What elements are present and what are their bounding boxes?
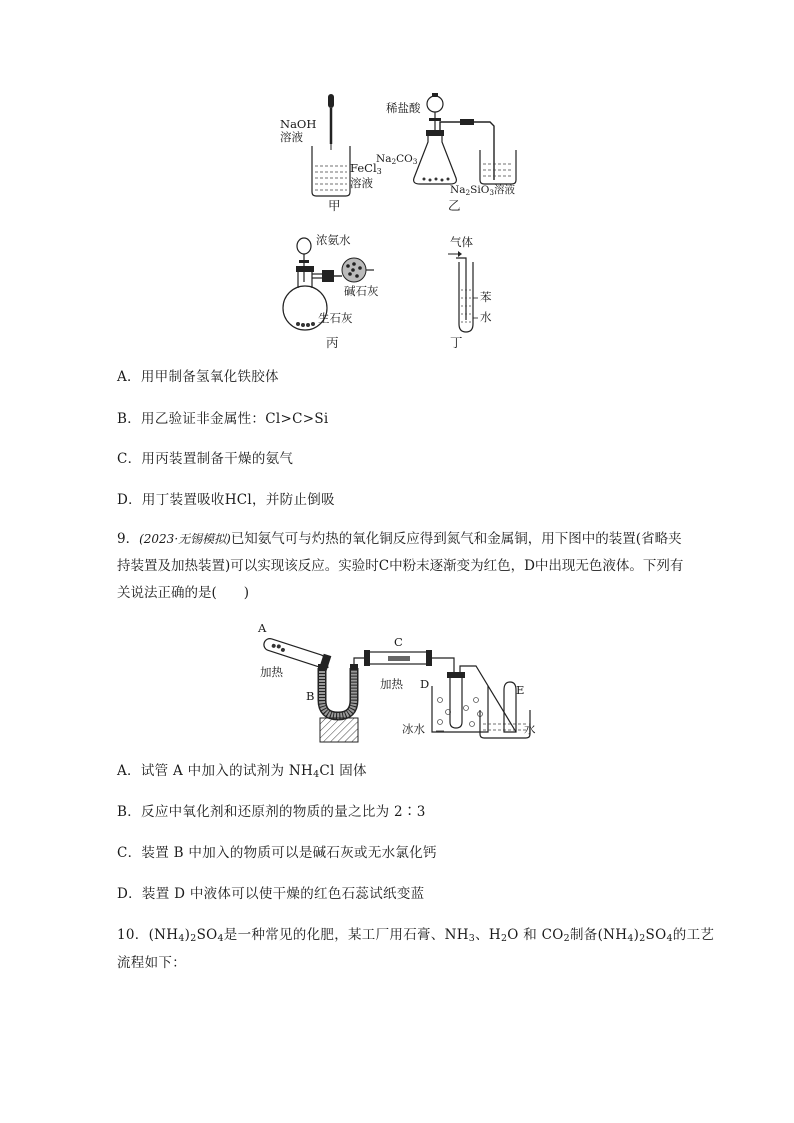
benzene-label: 苯 (480, 290, 492, 304)
na2co3-label: $Na_2CO_3$ (376, 153, 418, 166)
label-e: E (516, 683, 525, 697)
conc-ammonia-label: 浓氨水 (316, 233, 351, 247)
apparatus-bing (282, 232, 412, 350)
ice-water-label: 冰水 (402, 722, 425, 736)
label-b: B (306, 689, 315, 703)
water-label: 水 (480, 310, 492, 324)
apparatus-yi (378, 92, 528, 212)
q8-option-c: C．用丙装置制备干燥的氨气 (117, 451, 294, 467)
naoh-label: NaOH 溶液 (280, 117, 317, 144)
apparatus-jia (278, 92, 382, 213)
q10-stem-line1: 10．$(NH_4)_2SO_4$是一种常见的化肥，某工厂用石膏、$NH_3$、$H_2O$ 和 $CO_2$制备$(NH_4)_2SO_4$的工艺 (117, 927, 715, 944)
soda-lime-label: 碱石灰 (344, 284, 379, 298)
label-d: D (420, 677, 430, 691)
heat-label-1: 加热 (260, 665, 283, 679)
q8-option-a: A．用甲制备氢氧化铁胶体 (117, 369, 279, 385)
q9-source: (2023·无锡模拟) (139, 532, 231, 546)
water-label-q9: 水 (524, 722, 536, 736)
label-a: A (258, 621, 267, 635)
q9-option-b: B．反应中氧化剂和还原剂的物质的量之比为 2∶3 (117, 804, 426, 820)
q9-option-c: C．装置 B 中加入的物质可以是碱石灰或无水氯化钙 (117, 845, 437, 861)
fecl3-label: FeCl$_3$ 溶液 (350, 161, 382, 190)
gas-label: 气体 (450, 235, 473, 249)
q9-stem (117, 526, 687, 607)
caption-jia: 甲 (328, 198, 341, 213)
caption-bing: 丙 (326, 335, 339, 350)
label-c: C (394, 635, 403, 649)
caption-ding: 丁 (450, 335, 463, 350)
q8-option-b: B．用乙验证非金属性：Cl>C>Si (117, 411, 329, 427)
quicklime-label: 生石灰 (318, 311, 353, 325)
heat-label-2: 加热 (380, 677, 403, 691)
q9-option-a: A．试管 A 中加入的试剂为 $NH_4Cl$ 固体 (117, 763, 367, 780)
caption-yi: 乙 (448, 198, 461, 213)
apparatus-jia-drawing (278, 92, 378, 212)
na2sio3-label: $Na_2SiO_3$溶液 (450, 184, 515, 197)
q9-number: 9． (117, 531, 140, 547)
q9-text: 已知氨气可与灼热的氧化铜反应得到氮气和金属铜，用下图中的装置(省略夹持装置及加热装置)可以实现该反应。实验时C中粉末逐渐变为红色，D中出现无色液体。下列有关说法正确的是( ) (117, 531, 684, 601)
q10-number: 10． (117, 927, 149, 943)
apparatus-ding (446, 232, 516, 350)
dilute-hcl-label: 稀盐酸 (386, 101, 421, 115)
apparatus-q9 (254, 620, 544, 745)
q9-option-d: D．装置 D 中液体可以使干燥的红色石蕊试纸变蓝 (117, 886, 425, 902)
q8-option-d: D．用丁装置吸收HCl，并防止倒吸 (117, 492, 335, 508)
q10-stem-line2: 流程如下： (117, 955, 186, 971)
